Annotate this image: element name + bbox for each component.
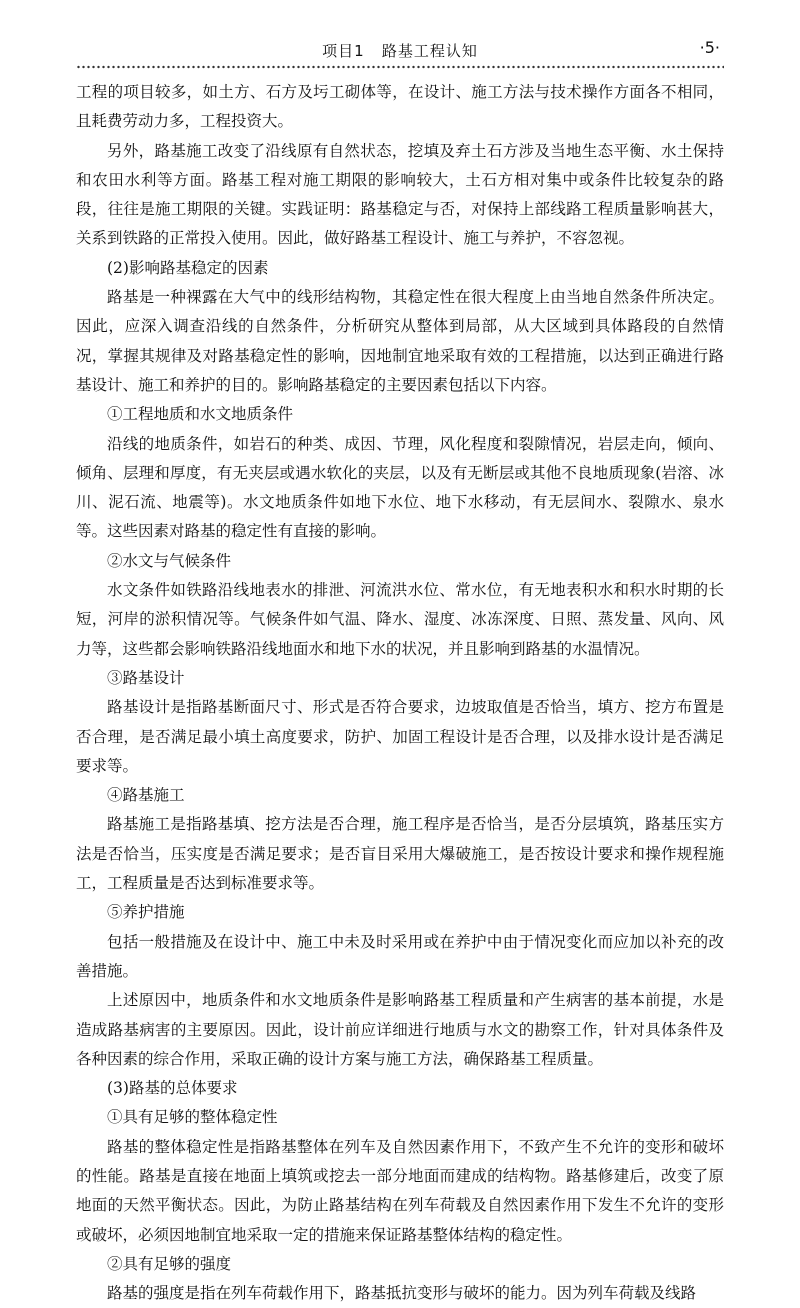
subsection-heading: ①工程地质和水文地质条件 <box>107 405 294 424</box>
subsection-heading: ③路基设计 <box>107 668 185 687</box>
body-text <box>76 78 724 1308</box>
paragraph: 路基是一种裸露在大气中的线形结构物，其稳定性在很大程度上由当地自然条件所决定。因此，应深入调查沿线的自然条件，分析研究从整体到局部，从大区域到具体路段的自然情况，掌握其规律及对路基稳定性的影响，因地制宜地采取有效的工程措施，以达到正确进行路基设计、施工和养护的目的。影响路基稳定的主要因素包括以下内容。 <box>76 288 724 394</box>
paragraph: 路基的整体稳定性是指路基整体在列车及自然因素作用下，不致产生不允许的变形和破坏的性能。路基是直接在地面上填筑或挖去一部分地面而建成的结构物。路基修建后，改变了原地面的天然平衡状态。因此，为防止路基结构在列车荷载及自然因素作用下发生不允许的变形或破坏，必须因地制宜地采取一定的措施来保证路基整体结构的稳定性。 <box>76 1137 724 1244</box>
header-dotted-rule <box>76 65 724 69</box>
paragraph: 上述原因中，地质条件和水文地质条件是影响路基工程质量和产生病害的基本前提，水是造成路基病害的主要原因。因此，设计前应详细进行地质与水文的勘察工作，针对具体条件及各种因素的综合作用，采取正确的设计方案与施工方法，确保路基工程质量。 <box>76 991 724 1068</box>
running-header <box>76 38 724 64</box>
paragraph: 另外，路基施工改变了沿线原有自然状态，挖填及弃土石方涉及当地生态平衡、水土保持和农田水利等方面。路基工程对施工期限的影响较大，土石方相对集中或条件比较复杂的路段，往往是施工期限的关键。实践证明：路基稳定与否，对保持上部线路工程质量影响甚大，关系到铁路的正常投入使用。因此，做好路基工程设计、施工与养护，不容忽视。 <box>76 141 724 248</box>
subsection-heading: ⑤养护措施 <box>107 903 185 922</box>
paragraph: 水文条件如铁路沿线地表水的排泄、河流洪水位、常水位，有无地表积水和积水时期的长短，河岸的淤积情况等。气候条件如气温、降水、湿度、冰冻深度、日照、蒸发量、风向、风力等，这些都会影响铁路沿线地面水和地下水的状况，并且影响到路基的水温情况。 <box>76 581 724 658</box>
section-heading: (2)影响路基稳定的因素 <box>107 258 269 277</box>
paragraph: 包括一般措施及在设计中、施工中未及时采用或在养护中由于情况变化而应加以补充的改善措施。 <box>76 932 724 980</box>
paragraph: 路基施工是指路基填、挖方法是否合理，施工程序是否恰当，是否分层填筑，路基压实方法是否恰当，压实度是否满足要求；是否盲目采用大爆破施工，是否按设计要求和操作规程施工，工程质量是否达到标准要求等。 <box>76 815 724 893</box>
page-number: ·5· <box>699 38 720 57</box>
subsection-heading: ①具有足够的整体稳定性 <box>107 1108 278 1127</box>
subsection-heading: ④路基施工 <box>107 786 185 805</box>
subsection-heading: ②具有足够的强度 <box>107 1254 232 1273</box>
paragraph: 工程的项目较多，如土方、石方及圬工砌体等，在设计、施工方法与技术操作方面各不相同，且耗费劳动力多，工程投资大。 <box>76 83 724 131</box>
chapter-title: 项目1 路基工程认知 <box>322 42 478 60</box>
subsection-heading: ②水文与气候条件 <box>107 551 232 570</box>
section-heading: (3)路基的总体要求 <box>107 1079 238 1098</box>
paragraph: 路基的强度是指在列车荷载作用下，路基抵抗变形与破坏的能力。因为列车荷载及线路 <box>107 1284 697 1303</box>
paragraph: 沿线的地质条件，如岩石的种类、成因、节理，风化程度和裂隙情况，岩层走向，倾向、倾角、层理和厚度，有无夹层或遇水软化的夹层，以及有无断层或其他不良地质现象(岩溶、冰川、泥石流、地震等)。水文地质条件如地下水位、地下水移动，有无层间水、裂隙水、泉水等。这些因素对路基的稳定性有直接的影响。 <box>76 434 724 541</box>
paragraph: 路基设计是指路基断面尺寸、形式是否符合要求，边坡取值是否恰当，填方、挖方布置是否合理，是否满足最小填土高度要求，防护、加固工程设计是否合理，以及排水设计是否满足要求等。 <box>76 698 724 775</box>
